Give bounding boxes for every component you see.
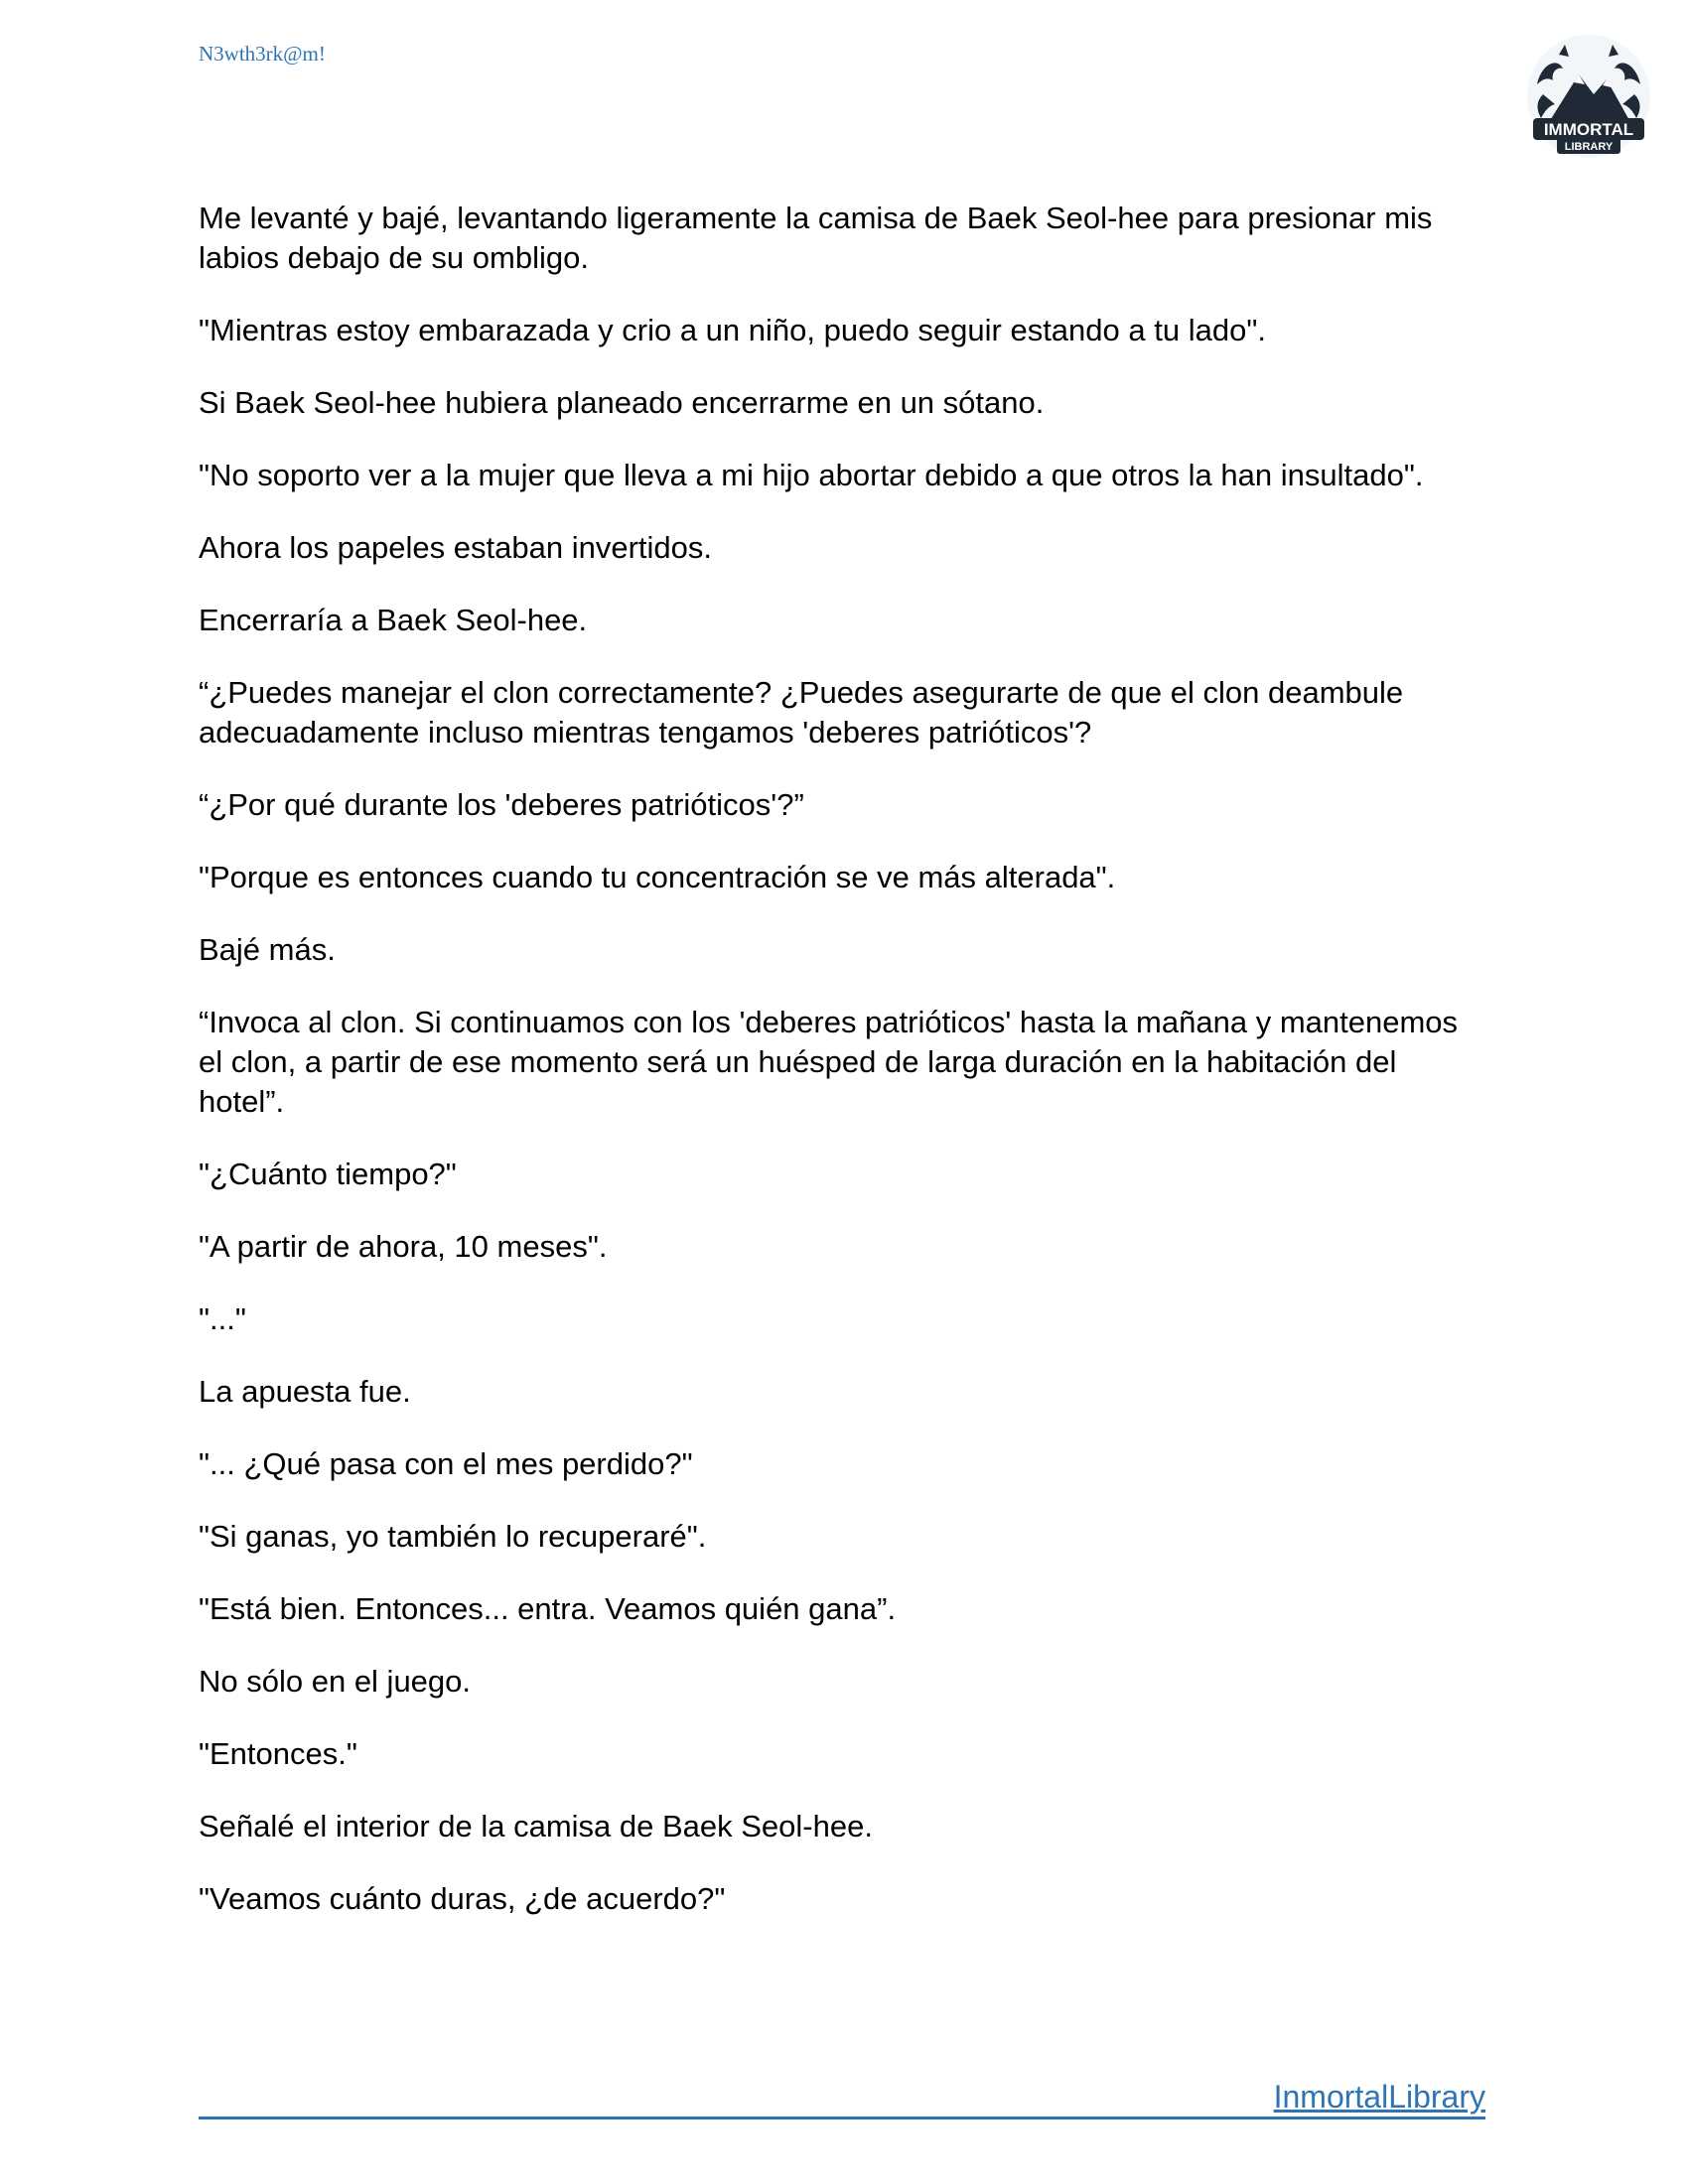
paragraph: “¿Puedes manejar el clon correctamente? ¿Puedes asegurarte de que el clon deambule adecuadamente incluso mientras tengamos 'deberes patrióticos'? xyxy=(199,675,1404,750)
logo-emblem-icon xyxy=(1519,35,1658,164)
paragraph: "..." xyxy=(199,1301,246,1336)
paragraph: "Está bien. Entonces... entra. Veamos quién gana”. xyxy=(199,1591,897,1626)
paragraph: "No soporto ver a la mujer que lleva a mi hijo abortar debido a que otros la han insultado". xyxy=(199,458,1424,492)
paragraph: "Veamos cuánto duras, ¿de acuerdo?" xyxy=(199,1881,726,1916)
paragraph: Encerraría a Baek Seol-hee. xyxy=(199,603,588,637)
logo-line1: IMMORTAL xyxy=(1543,120,1634,139)
document-body xyxy=(199,199,1489,1952)
paragraph: "¿Cuánto tiempo?" xyxy=(199,1157,457,1191)
paragraph: No sólo en el juego. xyxy=(199,1664,472,1699)
paragraph: “Invoca al clon. Si continuamos con los 'deberes patrióticos' hasta la mañana y mantenemos el clon, a partir de ese momento será un huésped de larga duración en la habitación del hotel”. xyxy=(199,1005,1459,1119)
header-watermark-text: N3wth3rk@m! xyxy=(199,42,326,66)
paragraph: Me levanté y bajé, levantando ligeramente la camisa de Baek Seol-hee para presionar mis labios debajo de su ombligo. xyxy=(199,201,1433,275)
paragraph: Señalé el interior de la camisa de Baek Seol-hee. xyxy=(199,1809,873,1843)
paragraph: “¿Por qué durante los 'deberes patrióticos'?” xyxy=(199,787,804,822)
footer-rule xyxy=(199,2079,1485,2119)
footer-link[interactable]: InmortalLibrary xyxy=(1273,2079,1485,2115)
paragraph: Si Baek Seol-hee hubiera planeado encerrarme en un sótano. xyxy=(199,385,1045,420)
paragraph: "... ¿Qué pasa con el mes perdido?" xyxy=(199,1446,693,1481)
paragraph: "Porque es entonces cuando tu concentración se ve más alterada". xyxy=(199,860,1116,894)
paragraph: "Si ganas, yo también lo recuperaré". xyxy=(199,1519,707,1554)
immortal-library-logo xyxy=(1519,35,1658,164)
paragraph: Ahora los papeles estaban invertidos. xyxy=(199,530,712,565)
paragraph: "A partir de ahora, 10 meses". xyxy=(199,1229,608,1264)
paragraph: "Mientras estoy embarazada y crio a un niño, puedo seguir estando a tu lado". xyxy=(199,313,1266,347)
logo-line2: LIBRARY xyxy=(1564,141,1614,153)
paragraph: La apuesta fue. xyxy=(199,1374,411,1409)
paragraph: Bajé más. xyxy=(199,932,336,967)
paragraph: "Entonces." xyxy=(199,1736,357,1771)
